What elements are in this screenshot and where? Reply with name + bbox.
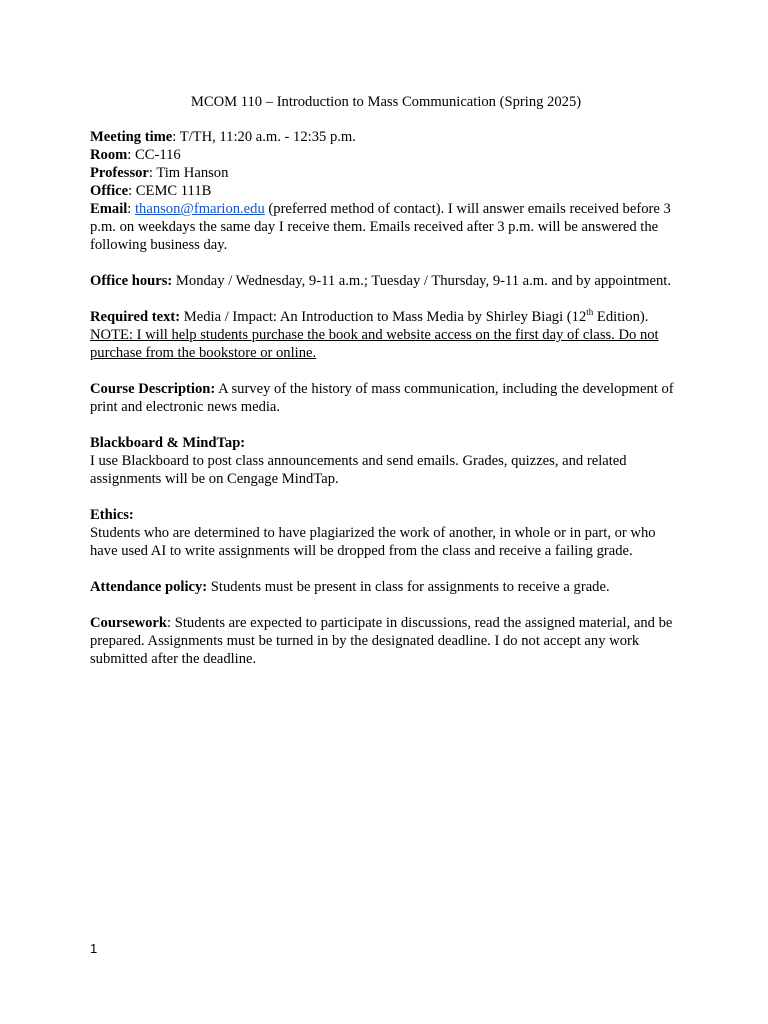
room-label: Room xyxy=(90,147,128,163)
office-hours-paragraph xyxy=(90,272,682,290)
course-description-paragraph xyxy=(90,380,682,416)
attendance-label: Attendance policy: xyxy=(90,579,208,595)
professor-value: : Tim Hanson xyxy=(148,165,229,181)
office-hours-value: Monday / Wednesday, 9-11 a.m.; Tuesday / Thursday, 9-11 a.m. and by appointment. xyxy=(172,273,672,289)
email-separator: : xyxy=(127,201,135,217)
required-text-edition: Edition). xyxy=(593,309,649,325)
ethics-label: Ethics: xyxy=(90,507,134,523)
edition-superscript: th xyxy=(586,307,594,318)
blackboard-label: Blackboard & MindTap: xyxy=(90,435,246,451)
office-line xyxy=(90,182,682,200)
ethics-heading xyxy=(90,506,682,524)
email-details: (preferred method of contact). I will answer emails received before 3 p.m. on weekdays the same day I receive them. Emails received after 3 p.m. will be answered the following business day. xyxy=(90,201,671,253)
coursework-paragraph xyxy=(90,614,682,668)
required-text-label: Required text: xyxy=(90,309,181,325)
room-value: : CC-116 xyxy=(127,147,181,163)
purchase-note: NOTE: I will help students purchase the book and website access on the first day of class. Do not purchase from the bookstore or online. xyxy=(90,327,659,361)
required-text-value: Media / Impact: An Introduction to Mass Media by Shirley Biagi (12 xyxy=(180,309,587,325)
meeting-time-value: : T/TH, 11:20 a.m. - 12:35 p.m. xyxy=(172,129,356,145)
email-paragraph xyxy=(90,200,682,254)
blackboard-heading xyxy=(90,434,682,452)
room-line xyxy=(90,146,682,164)
required-text-paragraph xyxy=(90,308,682,362)
attendance-paragraph xyxy=(90,578,682,596)
ethics-paragraph: Students who are determined to have plagiarized the work of another, in whole or in part, or who have used AI to write assignments will be dropped from the class and receive a failing grade. xyxy=(90,525,656,559)
meeting-time-label: Meeting time xyxy=(90,129,173,145)
page-title: MCOM 110 – Introduction to Mass Communication (Spring 2025) xyxy=(190,94,582,110)
attendance-value: Students must be present in class for assignments to receive a grade. xyxy=(207,579,610,595)
page-number: 1 xyxy=(90,941,98,956)
course-description-value: A survey of the history of mass communication, including the development of print and electronic news media. xyxy=(90,381,674,415)
office-hours-label: Office hours: xyxy=(90,273,173,289)
professor-line xyxy=(90,164,682,182)
coursework-value: : Students are expected to participate in discussions, read the assigned material, and be prepared. Assignments must be turned in by the designated deadline. I do not accept any work submitted after the deadline. xyxy=(90,615,673,667)
coursework-label: Coursework xyxy=(90,615,168,631)
email-link[interactable]: thanson@fmarion.edu xyxy=(135,201,265,217)
meeting-time-line xyxy=(90,128,682,146)
course-description-label: Course Description: xyxy=(90,381,216,397)
document-body xyxy=(90,93,682,668)
professor-label: Professor xyxy=(90,165,149,181)
office-label: Office xyxy=(90,183,129,199)
email-label: Email xyxy=(90,201,128,217)
office-value: : CEMC 111B xyxy=(128,183,212,199)
blackboard-paragraph: I use Blackboard to post class announcements and send emails. Grades, quizzes, and related assignments will be on Cengage MindTap. xyxy=(90,453,627,487)
